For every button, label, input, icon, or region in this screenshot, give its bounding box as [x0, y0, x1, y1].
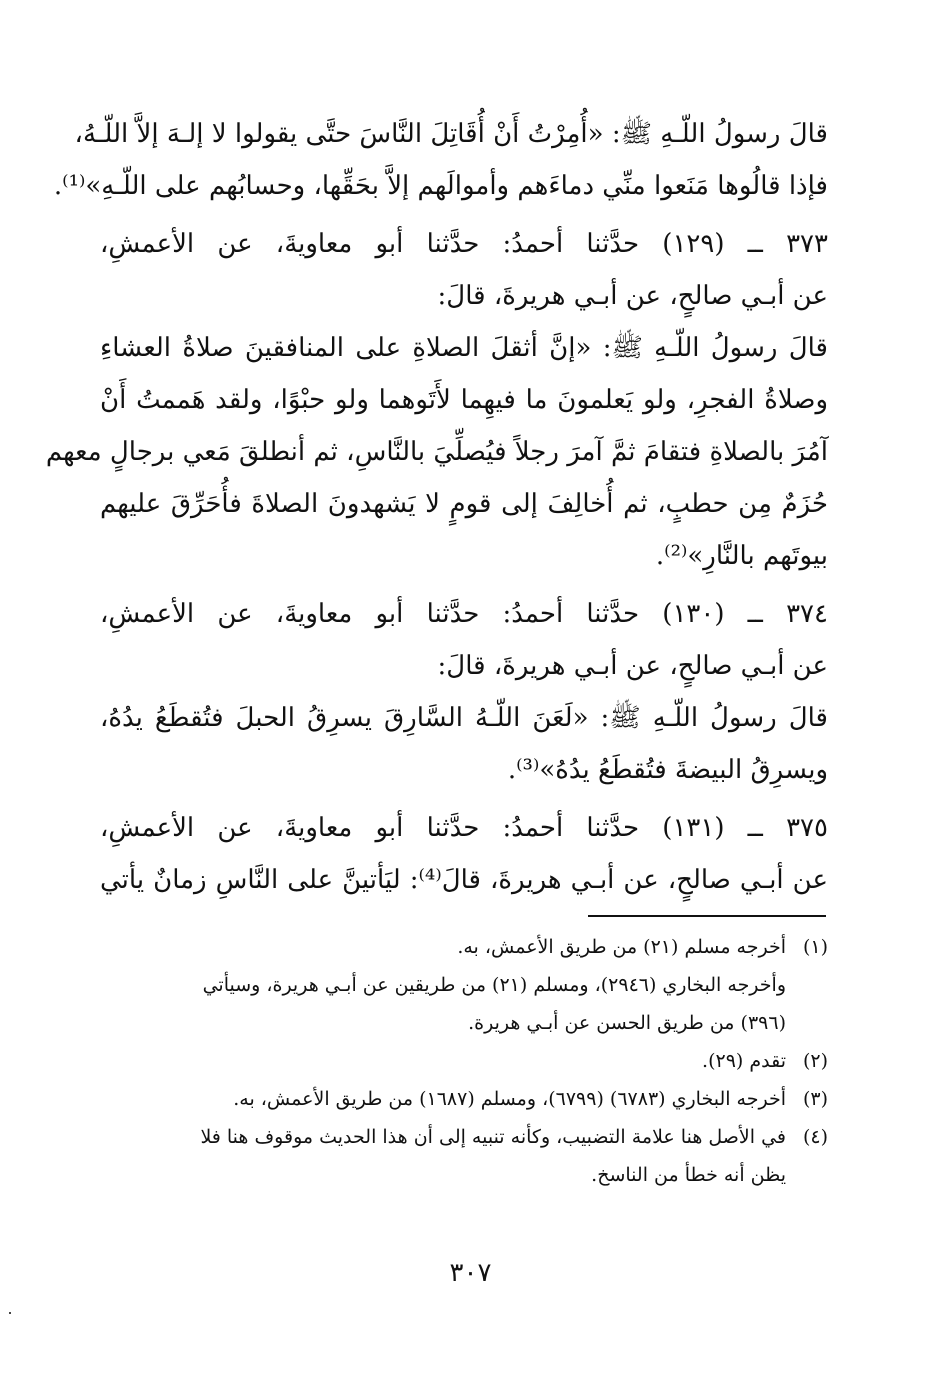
hadith-375-heading: ٣٧٥ ــ (١٣١) حدَّثنا أحمدُ: حدَّثنا أبو معاويةَ، عن الأعمشِ، [100, 813, 828, 843]
hadith-373-heading: ٣٧٣ ــ (١٢٩) حدَّثنا أحمدُ: حدَّثنا أبو معاويةَ، عن الأعمشِ، [100, 229, 828, 259]
footnote-text: يظن أنه خطأ من الناسخ. [591, 1164, 786, 1186]
footnote-text: تقدم (٢٩). [702, 1050, 786, 1072]
footnote-text: في الأصل هنا علامة التضبيب، وكأنه تنبيه إلى أن هذا الحديث موقوف هنا فلا [200, 1126, 786, 1148]
page-number: ٣٠٧ [449, 1258, 492, 1288]
text-line: عن أبـي صالحٍ، عن أبـي هريرةَ، قالَ: [437, 281, 828, 311]
footnote-line [100, 966, 828, 1004]
footnote-number: (٤) [802, 1126, 828, 1148]
footnote-number: (٣) [802, 1088, 828, 1110]
text-line: فإذا قالُوها مَنَعوا منِّي دماءَهم وأموالَهم إلاَّ بحَقِّها، وحسابُهم على اللّـهِ»⁽¹⁾. [53, 171, 828, 201]
footnotes [100, 928, 828, 1194]
text-line: بيوتَهم بالنَّارِ»⁽²⁾. [655, 541, 828, 571]
text-line: قالَ رسولُ اللّـهِ ﷺ: «أُمِرْتُ أَنْ أُقَاتِلَ النَّاسَ حتَّى يقولوا لا إلـهَ إلاَّ اللّـهُ، [74, 119, 828, 149]
scan-speck [9, 1312, 11, 1314]
footnote-number: (١) [802, 936, 828, 958]
footnote-divider [588, 915, 826, 917]
footnote-line [100, 1156, 828, 1194]
text-line: وصلاةُ الفجرِ، ولو يَعلمونَ ما فيهِما لأَتَوهما ولو حبْوًا، ولقد هَممتُ أَنْ [100, 385, 828, 415]
footnote-text: أخرجه البخاري (٦٧٨٣) (٦٧٩٩)، ومسلم (١٦٨٧) من طريق الأعمش، به. [233, 1088, 786, 1110]
footnote-text: وأخرجه البخاري (٢٩٤٦)، ومسلم (٢١) من طريقين عن أبـي هريرة، وسيأتي [202, 974, 786, 996]
main-text [45, 108, 828, 906]
text-line: حُزَمٌ مِن حطبٍ، ثم أُخالِفَ إلى قومٍ لا يَشهدونَ الصلاةَ فأُحَرِّقَ عليهم [100, 489, 828, 519]
text-line: عن أبـي صالحٍ، عن أبـي هريرةَ، قالَ⁽⁴⁾: ليَأتينَّ على النَّاسِ زمانٌ يأتي [100, 865, 828, 895]
footnote-text: (٣٩٦) من طريق الحسن عن أبـي هريرة. [468, 1012, 786, 1034]
footnote-line [100, 1118, 828, 1156]
text-line: ويسرِقُ البيضةَ فتُقطَعُ يدُهُ»⁽³⁾. [507, 755, 828, 785]
hadith-374-heading: ٣٧٤ ــ (١٣٠) حدَّثنا أحمدُ: حدَّثنا أبو معاويةَ، عن الأعمشِ، [100, 599, 828, 629]
footnote-line [100, 1042, 828, 1080]
text-line: قالَ رسولُ اللّـهِ ﷺ: «لَعَنَ اللّـهُ السَّارِقَ يسرِقُ الحبلَ فتُقطَعُ يدُهُ، [100, 703, 828, 733]
text-line: قالَ رسولُ اللّـهِ ﷺ: «إنَّ أثقلَ الصلاةِ على المنافقينَ صلاةُ العشاءِ [100, 333, 828, 363]
footnote-text: أخرجه مسلم (٢١) من طريق الأعمش، به. [457, 936, 786, 958]
text-line: عن أبـي صالحٍ، عن أبـي هريرةَ، قالَ: [437, 651, 828, 681]
footnote-line [100, 928, 828, 966]
text-line: آمُرَ بالصلاةِ فتقامَ ثمَّ آمرَ رجلاً فيُصلِّيَ بالنَّاسِ، ثم أنطلقَ مَعي برجالٍ معهم [45, 437, 828, 467]
footnote-line [100, 1080, 828, 1118]
footnote-number: (٢) [802, 1050, 828, 1072]
footnote-line [100, 1004, 828, 1042]
